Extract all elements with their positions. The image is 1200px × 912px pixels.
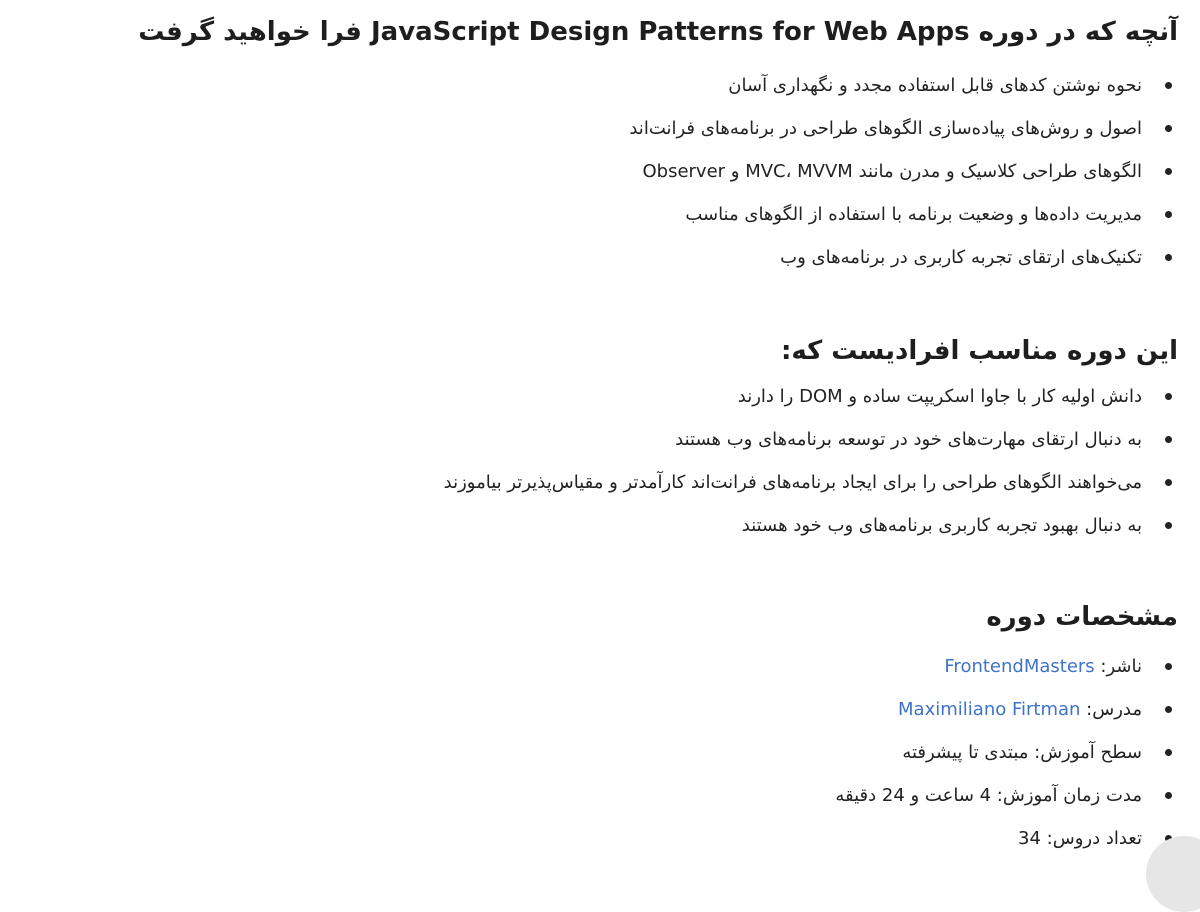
list-item-text: می‌خواهند الگوهای طراحی را برای ایجاد برنامه‌های فرانت‌اند کارآمدتر و مقیاس‌پذیرتر بیاموزند <box>443 472 1142 493</box>
list-item-text: نحوه نوشتن کدهای قابل استفاده مجدد و نگهداری آسان <box>728 75 1142 96</box>
bullet-icon <box>1165 461 1172 504</box>
list-item <box>20 504 1178 547</box>
section-title-course-specs: مشخصات دوره <box>986 602 1178 632</box>
lessons-text: تعداد دروس: 34 <box>1018 828 1142 849</box>
bullet-icon <box>1165 731 1172 774</box>
list-item-text: به دنبال بهبود تجربه کاربری برنامه‌های وب خود هستند <box>741 515 1142 536</box>
level-text: سطح آموزش: مبتدی تا پیشرفته <box>902 742 1142 763</box>
list-item <box>20 107 1178 150</box>
spec-instructor <box>20 688 1178 731</box>
list-item-text: تکنیک‌های ارتقای تجربه کاربری در برنامه‌های وب <box>780 247 1142 268</box>
bullet-icon <box>1165 193 1172 236</box>
specs-list <box>20 645 1178 860</box>
bullet-icon <box>1165 774 1172 817</box>
bullet-icon <box>1165 236 1172 279</box>
list-item <box>20 150 1178 193</box>
instructor-label: مدرس: <box>1086 699 1142 720</box>
list-item-text: به دنبال ارتقای مهارت‌های خود در توسعه برنامه‌های وب هستند <box>675 429 1142 450</box>
section-title-audience: این دوره مناسب افرادیست که: <box>780 336 1178 366</box>
list-item-text: اصول و روش‌های پیاده‌سازی الگوهای طراحی در برنامه‌های فرانت‌اند <box>629 118 1142 139</box>
list-item <box>20 236 1178 279</box>
instructor-link[interactable]: Maximiliano Firtman <box>898 699 1081 720</box>
list-item <box>20 64 1178 107</box>
list-item-text: الگوهای طراحی کلاسیک و مدرن مانند MVC، MVVM و Observer <box>642 161 1142 182</box>
bullet-icon <box>1165 504 1172 547</box>
list-item <box>20 375 1178 418</box>
learn-list <box>20 64 1178 279</box>
list-item <box>20 461 1178 504</box>
list-item <box>20 193 1178 236</box>
publisher-label: ناشر: <box>1100 656 1142 677</box>
bullet-icon <box>1165 418 1172 461</box>
list-item-text: دانش اولیه کار با جاوا اسکریپت ساده و DOM را دارند <box>737 386 1142 407</box>
bullet-icon <box>1165 688 1172 731</box>
list-item-text: مدیریت داده‌ها و وضعیت برنامه با استفاده از الگوهای مناسب <box>685 204 1142 225</box>
spec-publisher <box>20 645 1178 688</box>
duration-text: مدت زمان آموزش: 4 ساعت و 24 دقیقه <box>835 785 1142 806</box>
bullet-icon <box>1165 64 1172 107</box>
spec-duration <box>20 774 1178 817</box>
bullet-icon <box>1165 150 1172 193</box>
publisher-link[interactable]: FrontendMasters <box>944 656 1095 677</box>
bullet-icon <box>1165 645 1172 688</box>
audience-list <box>20 375 1178 547</box>
spec-level <box>20 731 1178 774</box>
bullet-icon <box>1165 107 1172 150</box>
list-item <box>20 418 1178 461</box>
section-title-what-you-learn: آنچه که در دوره JavaScript Design Patterns for Web Apps فرا خواهید گرفت <box>138 17 1178 47</box>
bullet-icon <box>1165 375 1172 418</box>
